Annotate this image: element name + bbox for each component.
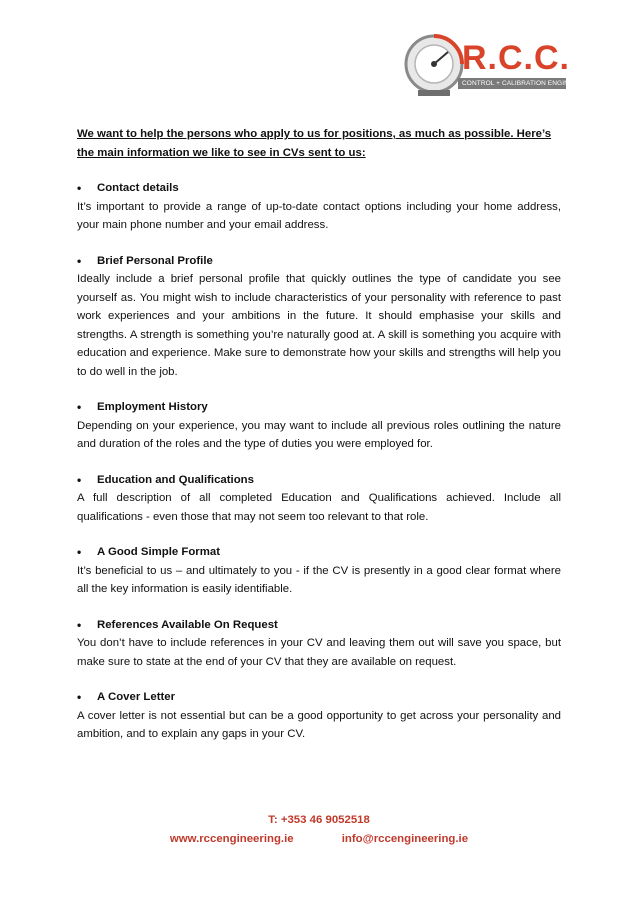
- section-body: Ideally include a brief personal profile that quickly outlines the type of candidate you see yourself as. You might wish to include characteristics of your personality with reference to past work experiences and your ambitions in the future. It should emphasise your skills and strengths. A strength is something you’re naturally good at. A skill is something you acquire with education and experience. Make sure to demonstrate how your skills and strengths will help you to do well in the job.: [77, 273, 561, 378]
- section-body: You don’t have to include references in your CV and leaving them out will save you space, but make sure to state at the end of your CV that they are available on request.: [77, 637, 561, 668]
- gauge-icon: [404, 30, 470, 100]
- section-body: It’s important to provide a range of up-to-date contact options including your home address, your main phone number and your email address.: [77, 200, 561, 231]
- section-heading: [77, 252, 561, 271]
- email-link[interactable]: info@rccengineering.ie: [341, 833, 469, 845]
- footer-links: [0, 830, 638, 848]
- website-link[interactable]: www.rccengineering.ie: [169, 833, 294, 845]
- section-heading: [77, 398, 561, 417]
- bullet-icon: •: [77, 400, 82, 414]
- section-body: Depending on your experience, you may want to include all previous roles outlining the nature and duration of the roles and the type of duties you were employed for.: [77, 419, 561, 450]
- section-education: [77, 471, 561, 527]
- section-heading: [77, 471, 561, 490]
- section-personal-profile: [77, 252, 561, 382]
- section-body: A full description of all completed Education and Qualifications achieved. Include all qualifications - even those that may not seem too relevant to that role.: [77, 492, 561, 523]
- section-cover-letter: [77, 688, 561, 744]
- logo-tagline: CONTROL + CALIBRATION ENGINEERING: [462, 80, 595, 87]
- bullet-icon: •: [77, 545, 82, 559]
- company-logo: [404, 30, 574, 100]
- bullet-icon: •: [77, 181, 82, 195]
- bullet-icon: •: [77, 617, 82, 632]
- section-body: It’s beneficial to us – and ultimately to you - if the CV is presently in a good clear format where all the key information is easily identifiable.: [77, 564, 561, 595]
- section-contact-details: [77, 179, 561, 235]
- bullet-icon: •: [77, 472, 82, 487]
- bullet-icon: •: [77, 253, 82, 268]
- section-heading-label: Education and Qualifications: [97, 473, 254, 486]
- document-body: [77, 125, 561, 744]
- intro-text: We want to help the persons who apply to us for positions, as much as possible. Here’s the main information we like to see in CVs sent to us:: [77, 128, 552, 159]
- section-heading-label: Brief Personal Profile: [97, 254, 213, 267]
- bullet-icon: •: [77, 690, 82, 704]
- section-employment-history: [77, 398, 561, 454]
- section-heading: [77, 688, 561, 707]
- section-heading: [77, 616, 561, 635]
- section-heading-label: A Cover Letter: [97, 691, 176, 703]
- section-heading: [77, 179, 561, 198]
- section-references: [77, 616, 561, 672]
- section-heading-label: References Available On Request: [97, 618, 278, 631]
- section-heading-label: Employment History: [97, 401, 208, 413]
- section-format: [77, 543, 561, 599]
- section-heading-label: A Good Simple Format: [97, 546, 220, 558]
- section-body: A cover letter is not essential but can be a good opportunity to get across your personality and ambition, and to explain any gaps in your CV.: [77, 709, 561, 740]
- section-heading-label: Contact details: [97, 182, 179, 194]
- section-heading: [77, 543, 561, 562]
- footer-phone: T: +353 46 9052518: [268, 814, 370, 826]
- sections-list: [77, 179, 561, 744]
- logo-text: R.C.C.: [462, 39, 570, 77]
